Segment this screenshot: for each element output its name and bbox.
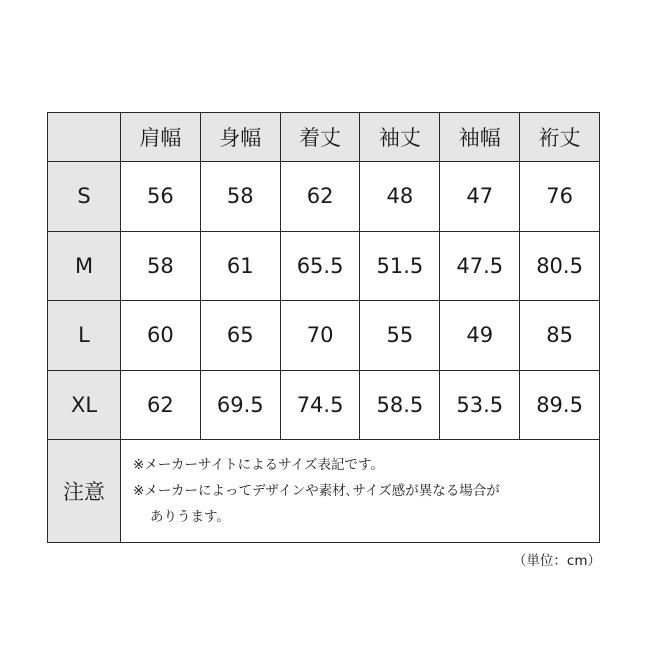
table-cell: 62: [280, 162, 360, 232]
note-line: ※メーカーサイトによるサイズ表記です。: [133, 457, 384, 473]
table-cell: 47: [440, 162, 520, 232]
table-cell: 74.5: [280, 370, 360, 440]
notes-cell: [121, 440, 600, 543]
table-row: [48, 370, 600, 440]
corner-header-cell: [48, 113, 121, 162]
table-cell: 49: [440, 301, 520, 371]
column-header-shoulder-width: 肩幅: [121, 113, 201, 162]
table-cell: 58.5: [360, 370, 440, 440]
table-cell: 51.5: [360, 231, 440, 301]
table-cell: 76: [520, 162, 600, 232]
column-header-sleeve-width: 袖幅: [440, 113, 520, 162]
size-label-cell: L: [48, 301, 121, 371]
table-cell: 47.5: [440, 231, 520, 301]
table-row: [48, 162, 600, 232]
table-header-row: [48, 113, 600, 162]
column-header-full-sleeve-length: 裄丈: [520, 113, 600, 162]
table-cell: 60: [121, 301, 201, 371]
note-line: ありうます。: [150, 509, 230, 525]
table-row: [48, 301, 600, 371]
size-chart-table: [47, 112, 600, 543]
size-label-cell: S: [48, 162, 121, 232]
note-line: ※メーカーによってデザインや素材､サイズ感が異なる場合が: [133, 483, 500, 499]
size-label-cell: XL: [48, 370, 121, 440]
table-cell: 53.5: [440, 370, 520, 440]
table-cell: 48: [360, 162, 440, 232]
table-cell: 61: [200, 231, 280, 301]
notes-label-cell: 注意: [48, 440, 121, 543]
column-header-sleeve-length: 袖丈: [360, 113, 440, 162]
table-cell: 55: [360, 301, 440, 371]
size-label-cell: M: [48, 231, 121, 301]
table-cell: 69.5: [200, 370, 280, 440]
table-cell: 56: [121, 162, 201, 232]
table-cell: 85: [520, 301, 600, 371]
unit-label: （単位：cm）: [512, 553, 601, 569]
table-cell: 65: [200, 301, 280, 371]
table-cell: 80.5: [520, 231, 600, 301]
table-cell: 70: [280, 301, 360, 371]
table-cell: 58: [121, 231, 201, 301]
table-cell: 58: [200, 162, 280, 232]
table-row: [48, 231, 600, 301]
column-header-body-width: 身幅: [200, 113, 280, 162]
table-cell: 62: [121, 370, 201, 440]
table-cell: 89.5: [520, 370, 600, 440]
table-cell: 65.5: [280, 231, 360, 301]
column-header-length: 着丈: [280, 113, 360, 162]
notes-row: [48, 440, 600, 543]
